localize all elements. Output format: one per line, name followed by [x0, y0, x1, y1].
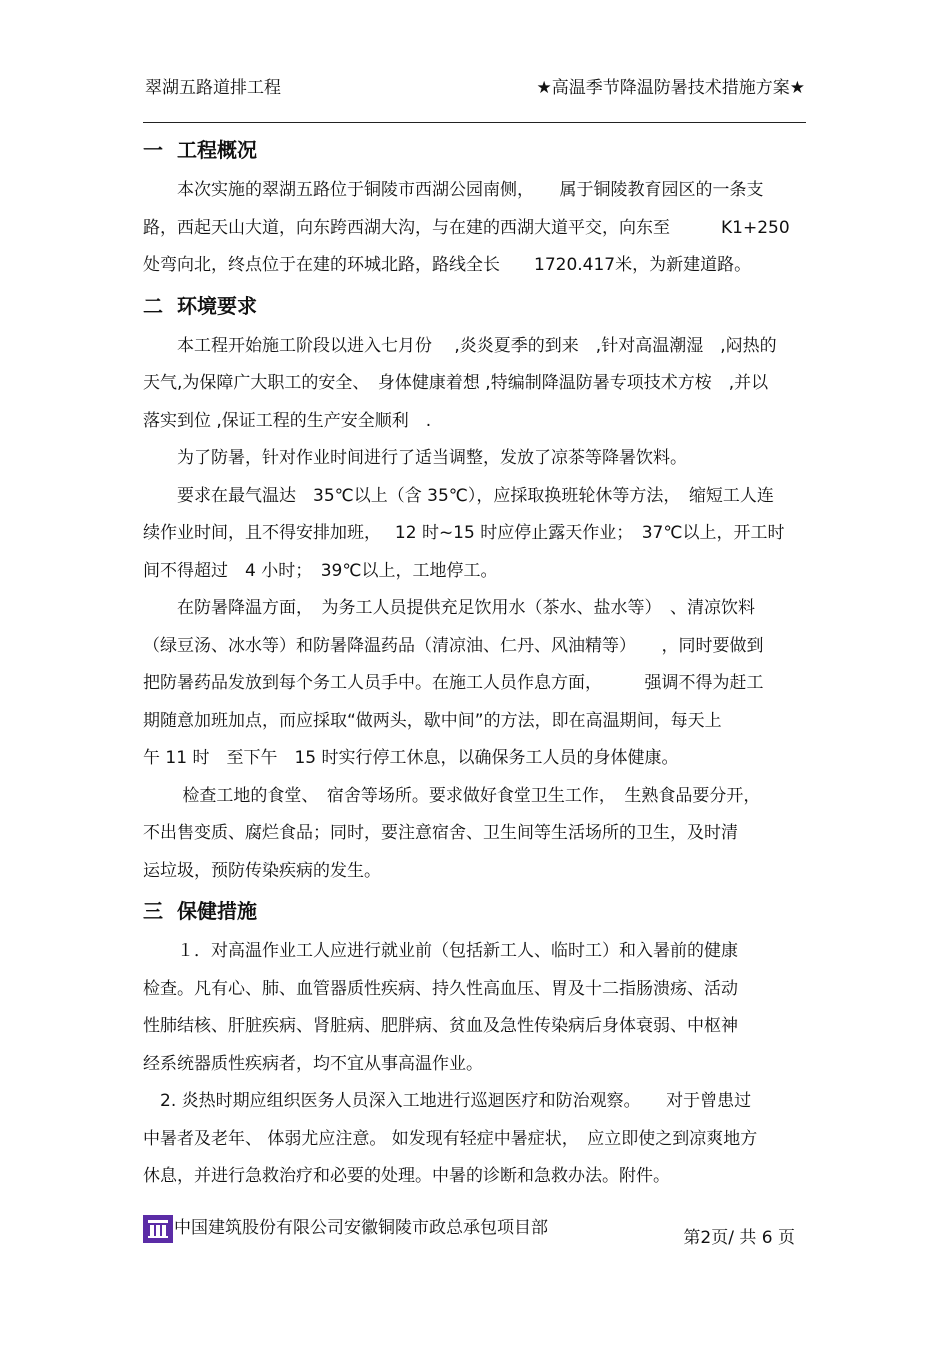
text-line: 落实到位 ,保证工程的生产安全顺利 .	[143, 410, 432, 431]
page-footer	[143, 1213, 803, 1247]
text-line: 休息，并进行急救治疗和必要的处理。中暑的诊断和急救办法。附件。	[143, 1166, 670, 1186]
text-line: 间不得超过 4 小时； 39℃以上，工地停工。	[143, 560, 498, 581]
section-title: 环境要求	[177, 293, 257, 318]
section-heading-environment	[143, 287, 807, 323]
section-heading-overview	[143, 131, 807, 167]
header-document-title: ★高温季节降温防暑技术措施方案★	[536, 78, 805, 98]
header-divider	[143, 122, 806, 123]
header-project-title: 翠湖五路道排工程	[145, 78, 281, 98]
text-line: 运垃圾，预防传染疾病的发生。	[143, 860, 381, 881]
page-indicator: 第2页/ 共 6 页	[683, 1228, 795, 1248]
section-title: 工程概况	[177, 138, 257, 162]
logo-mark-icon	[146, 1218, 170, 1240]
text-line: 午 11 时 至下午 15 时实行停工休息，以确保务工人员的身体健康。	[143, 748, 679, 768]
document-body	[143, 130, 807, 1196]
cscec-logo-icon	[143, 1215, 173, 1243]
paragraph-environment	[143, 328, 807, 891]
section-number: 二	[143, 293, 163, 318]
text-line: 把防暑药品发放到每个务工人员手中。在施工人员作息方面， 强调不得为赶工	[143, 673, 764, 693]
text-line: 本次实施的翠湖五路位于铜陵市西湖公园南侧， 属于铜陵教育园区的一条支	[143, 180, 764, 200]
section-number: 一	[143, 138, 163, 162]
text-line: 不出售变质、腐烂食品；同时，要注意宿舍、卫生间等生活场所的卫生，及时清	[143, 823, 738, 843]
text-line: 为了防暑，针对作业时间进行了适当调整，发放了凉茶等降暑饮料。	[143, 448, 687, 468]
text-line: 经系统器质性疾病者，均不宜从事高温作业。	[143, 1053, 483, 1074]
text-line: １．对高温作业工人应进行就业前（包括新工人、临时工）和入暑前的健康	[143, 941, 738, 961]
text-line: 检查工地的食堂、 宿舍等场所。要求做好食堂卫生工作， 生熟食品要分开，	[143, 785, 761, 806]
text-line: 续作业时间，且不得安排加班， 12 时~15 时应停止露天作业； 37℃以上，开工时	[143, 523, 785, 543]
text-line: 期随意加班加点，而应採取“做两头，歇中间”的方法，即在高温期间，每天上	[143, 710, 722, 731]
text-line: 处弯向北，终点位于在建的环城北路，路线全长 1720.417米，为新建道路。	[143, 255, 752, 275]
text-line: 路，西起天山大道，向东跨西湖大沟，与在建的西湖大道平交，向东至 K1+250	[143, 217, 790, 238]
section-number: 三	[143, 899, 163, 923]
text-line: 中暑者及老年、 体弱尤应注意。 如发现有轻症中暑症状， 应立即使之到凉爽地方	[143, 1128, 758, 1149]
text-line: 本工程开始施工阶段以进入七月份 ,炎炎夏季的到来 ,针对高温潮湿 ,闷热的	[143, 335, 777, 356]
section-heading-health	[143, 892, 807, 928]
text-line: （绿豆汤、冰水等）和防暑降温药品（清凉油、仁丹、风油精等） ，同时要做到	[143, 635, 764, 656]
text-line: 检查。凡有心、肺、血管器质性疾病、持久性高血压、胃及十二指肠溃疡、活动	[143, 978, 738, 999]
text-line: 要求在最气温达 35℃以上（含 35℃），应採取换班轮休等方法， 缩短工人连	[143, 485, 774, 506]
section-title: 保健措施	[177, 899, 257, 923]
text-line: 天气,为保障广大职工的安全、 身体健康着想 ,特编制降温防暑专项技术方桉 ,并以	[143, 373, 769, 393]
footer-organization: 中国建筑股份有限公司安徽铜陵市政总承包项目部	[174, 1218, 548, 1238]
paragraph-health	[143, 933, 807, 1196]
text-line: 2. 炎热时期应组织医务人员深入工地进行巡迴医疗和防治观察。 对于曾患过	[143, 1091, 752, 1111]
text-line: 在防暑降温方面， 为务工人员提供充足饮用水（茶水、盐水等） 、清凉饮料	[143, 598, 755, 618]
paragraph-overview	[143, 172, 807, 285]
text-line: 性肺结核、肝脏疾病、肾脏病、肥胖病、贫血及急性传染病后身体衰弱、中枢神	[143, 1016, 738, 1036]
